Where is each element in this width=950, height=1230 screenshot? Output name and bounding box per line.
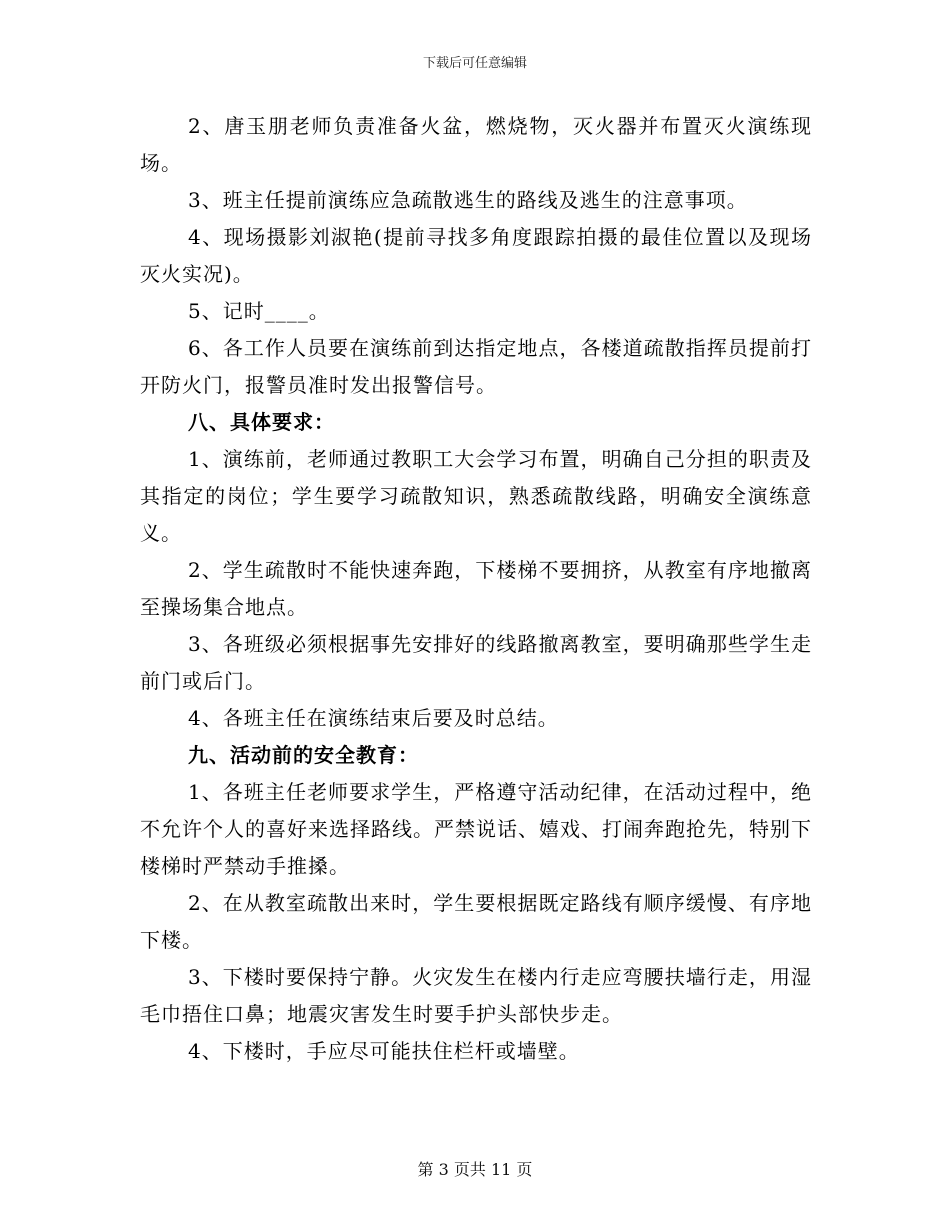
- requirement-1: 1、演练前，老师通过教职工大会学习布置，明确自己分担的职责及其指定的岗位；学生要学习疏散知识，熟悉疏散线路，明确安全演练意义。: [140, 447, 812, 545]
- requirement-4: 4、各班主任在演练结束后要及时总结。: [188, 706, 559, 730]
- item-5-timekeeping: 5、记时____。: [188, 299, 330, 323]
- safety-item-3: 3、下楼时要保持宁静。火灾发生在楼内行走应弯腰扶墙行走，用湿毛巾捂住口鼻；地震灾害发生时要手护头部快步走。: [140, 965, 812, 1026]
- requirement-3: 3、各班级必须根据事先安排好的线路撤离教室，要明确那些学生走前门或后门。: [140, 632, 812, 693]
- item-4-photography: 4、现场摄影刘淑艳(提前寻找多角度跟踪拍摄的最佳位置以及现场灭火实况)。: [140, 225, 812, 286]
- requirement-2: 2、学生疏散时不能快速奔跑，下楼梯不要拥挤，从教室有序地撤离至操场集合地点。: [140, 558, 812, 619]
- section-heading-safety-education: 九、活动前的安全教育：: [188, 743, 419, 767]
- page-footer: 第 3 页共 11 页: [417, 1160, 533, 1179]
- item-3-route-drill: 3、班主任提前演练应急疏散逃生的路线及逃生的注意事项。: [188, 188, 748, 212]
- item-6-staff-positions: 6、各工作人员要在演练前到达指定地点，各楼道疏散指挥员提前打开防火门，报警员准时发出报警信号。: [140, 336, 812, 397]
- section-heading-requirements: 八、具体要求：: [188, 410, 335, 434]
- item-2-fire-preparation: 2、唐玉朋老师负责准备火盆，燃烧物，灭火器并布置灭火演练现场。: [140, 114, 812, 175]
- page-header: 下载后可任意编辑: [422, 56, 527, 71]
- safety-item-2: 2、在从教室疏散出来时，学生要根据既定路线有顺序缓慢、有序地下楼。: [140, 891, 812, 952]
- safety-item-1: 1、各班主任老师要求学生，严格遵守活动纪律，在活动过程中，绝不允许个人的喜好来选择路线。严禁说话、嬉戏、打闹奔跑抢先，特别下楼梯时严禁动手推搡。: [140, 780, 812, 878]
- safety-item-4: 4、下楼时，手应尽可能扶住栏杆或墙壁。: [188, 1039, 580, 1063]
- document-body: [140, 108, 812, 1070]
